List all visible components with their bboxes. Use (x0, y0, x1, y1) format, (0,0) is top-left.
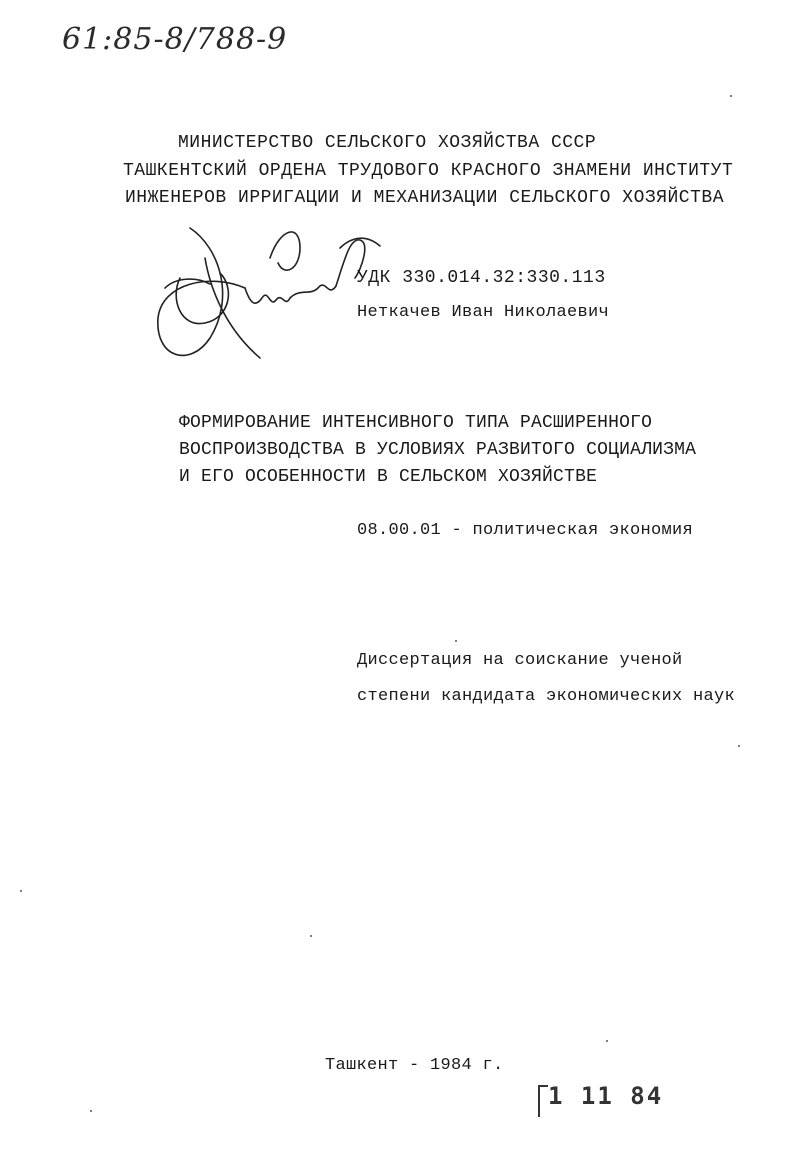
stamp-bracket (538, 1085, 548, 1117)
scan-speck (730, 95, 732, 97)
scan-speck (606, 1040, 608, 1042)
scan-speck (310, 935, 312, 937)
ministry-line: МИНИСТЕРСТВО СЕЛЬСКОГО ХОЗЯЙСТВА СССР (178, 133, 597, 153)
signature-image (150, 218, 390, 378)
title-line-2: ВОСПРОИЗВОДСТВА В УСЛОВИЯХ РАЗВИТОГО СОЦИАЛИЗМА (179, 440, 697, 460)
scan-speck (90, 1110, 92, 1112)
scan-speck (455, 640, 457, 642)
dissertation-line-1: Диссертация на соискание ученой (357, 651, 683, 670)
institute-line: ТАШКЕНТСКИЙ ОРДЕНА ТРУДОВОГО КРАСНОГО ЗНАМЕНИ ИНСТИТУТ (123, 161, 734, 181)
scan-speck (20, 890, 22, 892)
city-year: Ташкент - 1984 г. (325, 1056, 504, 1075)
specialty-code: 08.00.01 - политическая экономия (357, 521, 694, 540)
title-line-1: ФОРМИРОВАНИЕ ИНТЕНСИВНОГО ТИПА РАСШИРЕННОГО (179, 413, 653, 433)
udk-code: УДК 330.014.32:330.113 (357, 268, 606, 288)
archive-code: 61:85-8/788-9 (62, 22, 288, 57)
title-line-3: И ЕГО ОСОБЕННОСТИ В СЕЛЬСКОМ ХОЗЯЙСТВЕ (179, 467, 598, 487)
dissertation-line-2: степени кандидата экономических наук (357, 687, 736, 706)
author-name: Неткачев Иван Николаевич (357, 303, 610, 322)
stamp-date: 1 11 84 (548, 1082, 664, 1110)
scan-speck (738, 745, 740, 747)
institute-line-2: ИНЖЕНЕРОВ ИРРИГАЦИИ И МЕХАНИЗАЦИИ СЕЛЬСКОГО ХОЗЯЙСТВА (125, 188, 724, 208)
